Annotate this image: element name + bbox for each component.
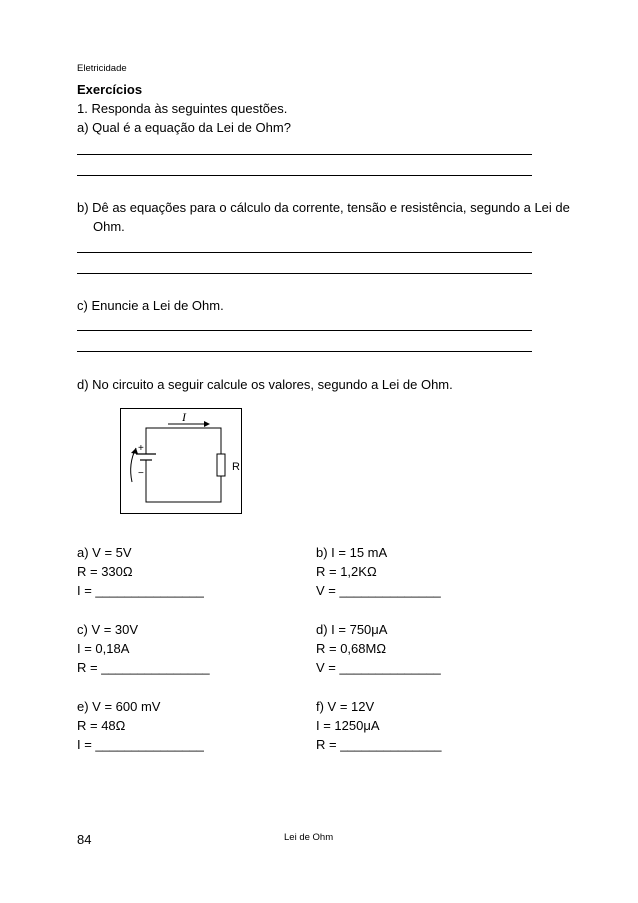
exercise-f-given-2: I = 1250μA <box>316 718 380 733</box>
circuit-wire-top <box>146 428 221 454</box>
voltage-arrow-head <box>131 448 138 454</box>
footer-chapter: Lei de Ohm <box>284 832 334 843</box>
exercise-f-given-1: f) V = 12V <box>316 699 375 714</box>
question-a: a) Qual é a equação da Lei de Ohm? <box>77 120 291 135</box>
resistor-label: R <box>232 461 240 473</box>
current-arrow-head <box>204 421 210 427</box>
answer-line <box>77 351 532 352</box>
exercise-a-given-1: a) V = 5V <box>77 545 132 560</box>
exercise-d-answer: V = ______________ <box>316 660 441 675</box>
exercise-b-given-1: b) I = 15 mA <box>316 545 388 560</box>
answer-line <box>77 252 532 253</box>
exercise-c-given-2: I = 0,18A <box>77 641 130 656</box>
resistor-symbol <box>217 454 225 476</box>
exercise-b-answer: V = ______________ <box>316 583 441 598</box>
circuit-diagram <box>120 408 244 516</box>
exercise-c-answer: R = _______________ <box>77 660 210 675</box>
header-subject: Eletricidade <box>77 63 127 74</box>
exercise-b-given-2: R = 1,2KΩ <box>316 564 377 579</box>
exercise-f-answer: R = ______________ <box>316 737 442 752</box>
section-title: Exercícios <box>77 82 143 97</box>
exercise-e-answer: I = _______________ <box>77 737 204 752</box>
battery-minus-label: − <box>138 468 144 479</box>
answer-line <box>77 273 532 274</box>
circuit-wire-bottom <box>146 469 221 502</box>
exercise-d-given-2: R = 0,68MΩ <box>316 641 387 656</box>
exercise-e-given-2: R = 48Ω <box>77 718 126 733</box>
battery-plus-label: + <box>138 443 144 454</box>
current-label: I <box>182 410 186 424</box>
answer-line <box>77 154 532 155</box>
exercise-d-given-1: d) I = 750μA <box>316 622 388 637</box>
exercise-a-answer: I = _______________ <box>77 583 204 598</box>
question-d: d) No circuito a seguir calcule os valores, segundo a Lei de Ohm. <box>77 377 453 392</box>
question-b-line2: Ohm. <box>93 219 125 234</box>
answer-line <box>77 330 532 331</box>
intro-text: 1. Responda às seguintes questões. <box>77 101 288 116</box>
page-number: 84 <box>77 832 92 847</box>
question-c: c) Enuncie a Lei de Ohm. <box>77 298 224 313</box>
exercise-a-given-2: R = 330Ω <box>77 564 133 579</box>
question-b-line1: b) Dê as equações para o cálculo da corrente, tensão e resistência, segundo a Lei de <box>77 200 570 215</box>
exercise-e-given-1: e) V = 600 mV <box>77 699 161 714</box>
answer-line <box>77 175 532 176</box>
exercise-c-given-1: c) V = 30V <box>77 622 139 637</box>
